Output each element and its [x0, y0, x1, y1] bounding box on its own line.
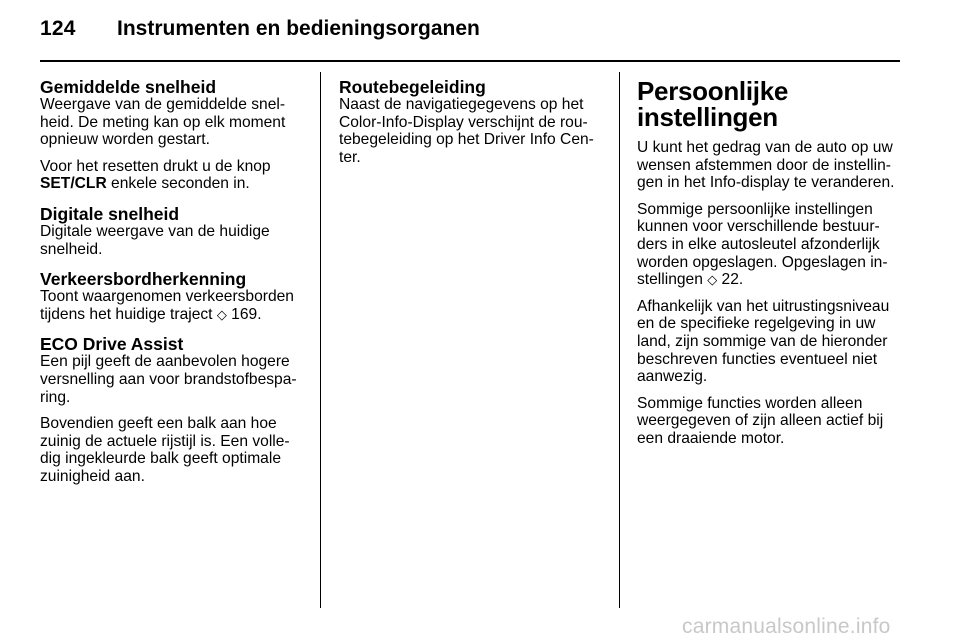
- paragraph: Weergave van de gemiddelde snel- heid. De meting kan op elk moment opnieuw worden gestart.: [40, 96, 286, 149]
- column-divider-2: [619, 72, 620, 608]
- column-3: [637, 78, 917, 457]
- section-heading: ECO Drive Assist: [40, 334, 184, 355]
- paragraph-text: Sommige persoonlijke instellingen kunnen voor verschillende bestuur- ders in elke autosleutel afzonderlijk worden opgeslagen. Opgeslagen in- stellingen: [637, 200, 888, 289]
- page-reference: 169.: [226, 305, 262, 323]
- paragraph: [637, 201, 917, 289]
- paragraph: Een pijl geeft de aanbevolen hogere versnelling aan voor brandstofbespa- ring.: [40, 353, 297, 406]
- paragraph: U kunt het gedrag van de auto op uw wensen afstemmen door de instellin- gen in het Info-display te veranderen.: [637, 139, 895, 192]
- page-reference: 22.: [717, 271, 744, 289]
- paragraph: [40, 288, 312, 323]
- section-digitale-snelheid: [40, 205, 312, 258]
- paragraph-text: Voor het resetten drukt u de knop: [40, 157, 271, 175]
- column-divider-1: [320, 72, 321, 608]
- section-heading: Routebegeleiding: [339, 77, 486, 97]
- paragraph: Digitale weergave van de huidige snelheid.: [40, 222, 270, 258]
- section-heading: Digitale snelheid: [40, 203, 180, 224]
- paragraph: Afhankelijk van het uitrustingsniveau en de specifieke regelgeving in uw land, zijn sommige van de hieronder beschreven functies eventueel niet aanwezig.: [637, 297, 890, 386]
- page-number: 124: [40, 17, 76, 40]
- chapter-heading: Persoonlijke instellingen: [637, 76, 789, 132]
- section-eco-drive-assist: [40, 335, 312, 485]
- paragraph: Naast de navigatiegegevens op het Color-Info-Display verschijnt de rou- tebegeleiding op het Driver Info Cen- ter.: [339, 96, 594, 166]
- paragraph-text: Toont waargenomen verkeersborden tijdens het huidige traject: [40, 288, 294, 323]
- paragraph: Sommige functies worden alleen weergegeven of zijn alleen actief bij een draaiende motor.: [637, 394, 884, 447]
- section-routebegeleiding: [339, 78, 611, 166]
- button-label-set-clr: SET/CLR: [40, 175, 107, 193]
- section-verkeersbordherkenning: [40, 270, 312, 323]
- paragraph: Bovendien geeft een balk aan hoe zuinig de actuele rijstijl is. Een volle- dig ingekleurde balk geeft optimale zuinigheid aan.: [40, 415, 290, 485]
- paragraph-text: enkele seconden in.: [106, 175, 250, 193]
- page-reference-arrow-icon: ◇: [216, 306, 227, 322]
- section-heading: Verkeersbordherkenning: [40, 269, 247, 290]
- page-reference-arrow-icon: ◇: [707, 272, 718, 288]
- running-title: Instrumenten en bedieningsorganen: [117, 17, 480, 40]
- section-heading: Gemiddelde snelheid: [40, 77, 217, 97]
- paragraph: [40, 158, 312, 193]
- column-2: [339, 78, 611, 178]
- column-1: [40, 78, 312, 498]
- header-rule: [40, 60, 900, 62]
- section-gemiddelde-snelheid: [40, 78, 312, 193]
- watermark: carmanualsonline.info: [682, 615, 891, 638]
